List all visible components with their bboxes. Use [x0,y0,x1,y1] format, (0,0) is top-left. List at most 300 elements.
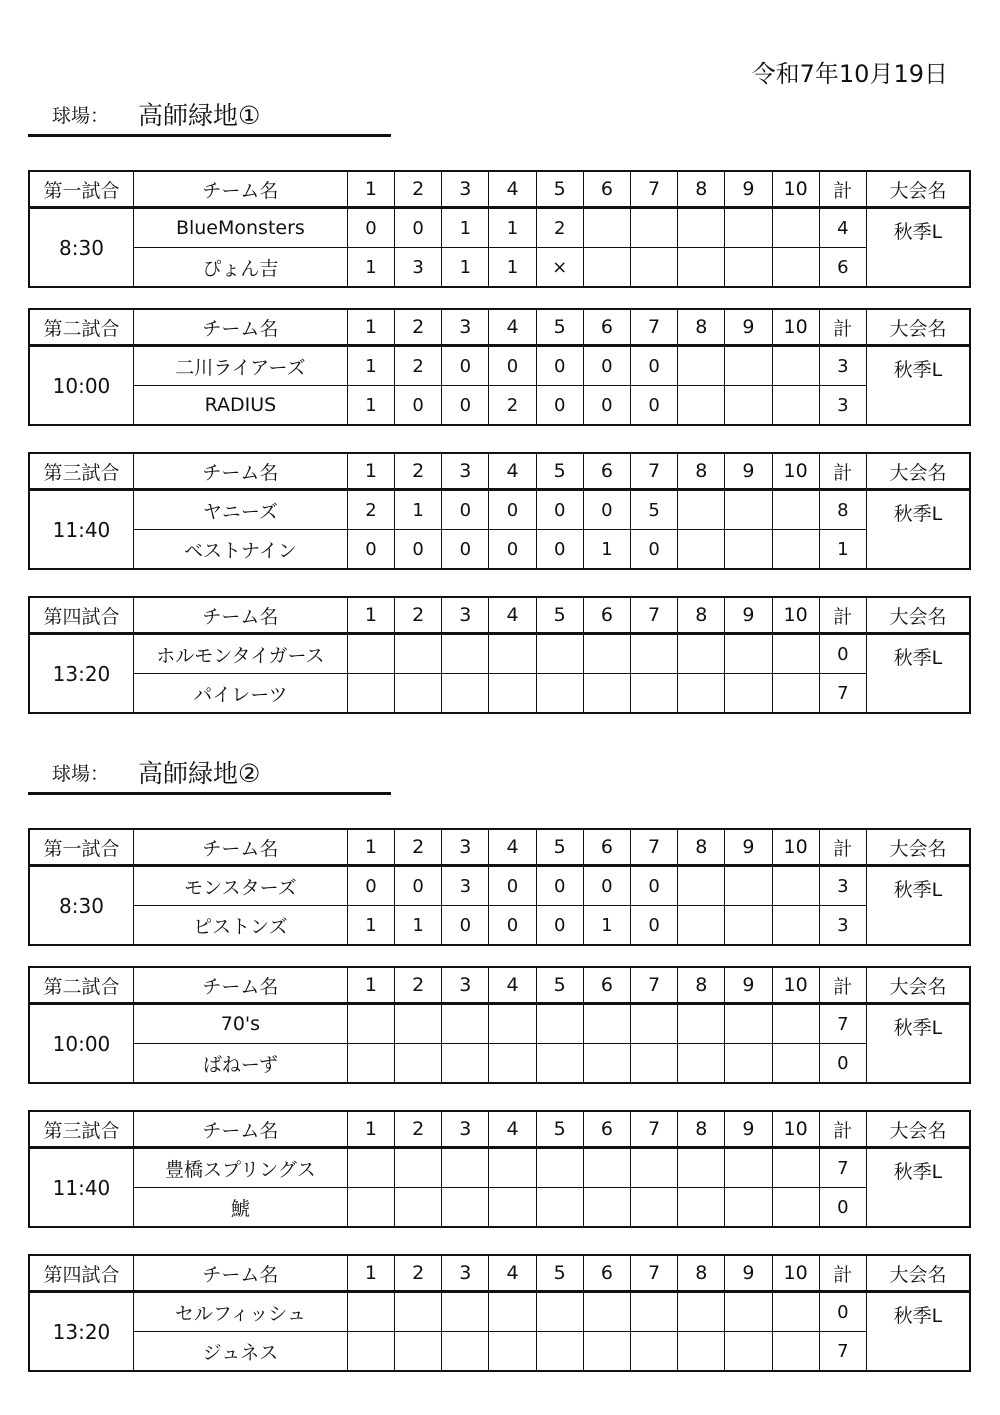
team-total: 3 [819,906,866,946]
inning-score [395,1148,442,1188]
venue-name: 高師緑地① [138,101,261,130]
inning-score [725,1044,772,1084]
inning-header: 7 [630,453,677,490]
team-row [29,674,970,714]
team-column-header: チーム名 [133,1111,347,1148]
inning-header: 5 [536,967,583,1004]
inning-score: 0 [583,490,630,530]
inning-score [725,248,772,288]
inning-score [536,1004,583,1044]
inning-header: 3 [442,453,489,490]
inning-header: 1 [347,967,394,1004]
inning-score: 0 [489,346,536,386]
inning-score [583,208,630,248]
team-name: モンスターズ [133,866,347,906]
inning-score [725,1188,772,1228]
inning-score [630,1292,677,1332]
league-name: 秋季L [866,1004,970,1084]
league-column-header: 大会名 [866,597,970,634]
inning-header: 2 [395,1111,442,1148]
inning-score [583,1188,630,1228]
inning-score: 1 [489,208,536,248]
inning-score: 0 [630,530,677,570]
inning-score: 0 [583,346,630,386]
inning-score [489,1044,536,1084]
inning-score: 0 [630,346,677,386]
team-total: 3 [819,346,866,386]
team-total: 7 [819,1332,866,1372]
team-name: セルフィッシュ [133,1292,347,1332]
inning-header: 7 [630,829,677,866]
league-column-header: 大会名 [866,453,970,490]
league-column-header: 大会名 [866,309,970,346]
inning-header: 3 [442,829,489,866]
team-row [29,866,970,906]
inning-score [583,1148,630,1188]
inning-score: 0 [630,386,677,426]
team-column-header: チーム名 [133,309,347,346]
inning-score [678,866,725,906]
inning-score [678,1292,725,1332]
inning-score [678,386,725,426]
inning-score [772,1332,819,1372]
team-row [29,634,970,674]
inning-score [347,1148,394,1188]
team-name: BlueMonsters [133,208,347,248]
inning-header: 8 [678,967,725,1004]
inning-score: 0 [442,906,489,946]
inning-score: 0 [489,866,536,906]
inning-score: 0 [536,490,583,530]
inning-score [678,1044,725,1084]
team-total: 3 [819,866,866,906]
inning-header: 9 [725,829,772,866]
team-total: 0 [819,1188,866,1228]
inning-header: 4 [489,309,536,346]
league-column-header: 大会名 [866,829,970,866]
inning-header: 3 [442,1111,489,1148]
inning-score [678,490,725,530]
inning-score: 1 [347,386,394,426]
inning-header: 4 [489,829,536,866]
game-time: 13:20 [29,634,133,714]
inning-score: 1 [583,530,630,570]
inning-score: 1 [442,208,489,248]
inning-score [347,674,394,714]
inning-header: 9 [725,171,772,208]
inning-header: 1 [347,1111,394,1148]
inning-score [583,1292,630,1332]
inning-score [678,208,725,248]
inning-header: 5 [536,1255,583,1292]
inning-header: 2 [395,829,442,866]
inning-score [442,634,489,674]
venue-name: 高師緑地② [138,759,261,788]
inning-score [395,674,442,714]
inning-score [678,1332,725,1372]
inning-score [772,386,819,426]
inning-score [772,1292,819,1332]
inning-score: 5 [630,490,677,530]
inning-score: 0 [583,866,630,906]
game-label: 第二試合 [29,309,133,346]
inning-header: 4 [489,1255,536,1292]
total-column-header: 計 [819,1111,866,1148]
game-time: 11:40 [29,490,133,570]
inning-header: 3 [442,309,489,346]
inning-score: 0 [536,906,583,946]
inning-score [725,906,772,946]
inning-score [630,634,677,674]
inning-header: 4 [489,453,536,490]
inning-score: 2 [347,490,394,530]
inning-header: 8 [678,1111,725,1148]
inning-header: 9 [725,453,772,490]
team-name: ピストンズ [133,906,347,946]
game-time: 8:30 [29,866,133,946]
inning-score [630,674,677,714]
inning-score: 0 [395,530,442,570]
inning-header: 8 [678,171,725,208]
inning-score: × [536,248,583,288]
venue-heading [28,756,391,795]
inning-score [583,1044,630,1084]
inning-score [489,634,536,674]
total-column-header: 計 [819,171,866,208]
inning-header: 8 [678,453,725,490]
team-column-header: チーム名 [133,967,347,1004]
team-total: 7 [819,1148,866,1188]
inning-score [489,1148,536,1188]
game-time: 11:40 [29,1148,133,1228]
inning-header: 2 [395,171,442,208]
inning-score: 0 [347,208,394,248]
inning-score [678,906,725,946]
inning-score [678,530,725,570]
team-name: ばねーず [133,1044,347,1084]
inning-header: 1 [347,309,394,346]
inning-score [725,490,772,530]
inning-header: 3 [442,967,489,1004]
team-row [29,530,970,570]
inning-score [772,1148,819,1188]
venue-label: 球場： [52,105,110,127]
inning-header: 7 [630,309,677,346]
inning-header: 5 [536,453,583,490]
inning-score [536,1292,583,1332]
venue-label: 球場： [52,763,110,785]
league-column-header: 大会名 [866,171,970,208]
inning-score [442,674,489,714]
inning-score: 0 [442,386,489,426]
inning-score [395,1188,442,1228]
inning-header: 6 [583,309,630,346]
team-column-header: チーム名 [133,829,347,866]
inning-score: 1 [583,906,630,946]
team-name: ベストナイン [133,530,347,570]
team-total: 7 [819,1004,866,1044]
inning-score: 1 [395,490,442,530]
inning-score [489,1332,536,1372]
inning-score [725,386,772,426]
team-row [29,1332,970,1372]
inning-score [725,1332,772,1372]
team-column-header: チーム名 [133,171,347,208]
total-column-header: 計 [819,597,866,634]
inning-score: 1 [489,248,536,288]
game-table [28,1110,971,1228]
inning-score [772,530,819,570]
inning-header: 4 [489,171,536,208]
inning-score [347,1292,394,1332]
inning-score [630,1148,677,1188]
inning-score [536,1148,583,1188]
team-row [29,1004,970,1044]
inning-header: 10 [772,597,819,634]
inning-score [442,1148,489,1188]
venue-heading [28,98,391,137]
inning-header: 8 [678,597,725,634]
inning-header: 1 [347,1255,394,1292]
inning-header: 2 [395,453,442,490]
league-name: 秋季L [866,866,970,946]
total-column-header: 計 [819,1255,866,1292]
team-column-header: チーム名 [133,453,347,490]
league-column-header: 大会名 [866,1111,970,1148]
inning-score [536,1188,583,1228]
inning-score [583,1004,630,1044]
inning-header: 2 [395,1255,442,1292]
inning-header: 3 [442,171,489,208]
inning-score: 2 [395,346,442,386]
inning-score: 1 [395,906,442,946]
inning-score: 0 [583,386,630,426]
inning-score [395,1292,442,1332]
inning-score: 0 [536,346,583,386]
game-table [28,966,971,1084]
inning-header: 10 [772,171,819,208]
league-name: 秋季L [866,634,970,714]
inning-score [772,346,819,386]
inning-score [630,1004,677,1044]
inning-score [395,1004,442,1044]
team-total: 1 [819,530,866,570]
inning-score [772,674,819,714]
game-time: 13:20 [29,1292,133,1372]
inning-score [347,1332,394,1372]
inning-header: 5 [536,829,583,866]
league-name: 秋季L [866,346,970,426]
game-table [28,452,971,570]
team-row [29,386,970,426]
inning-score: 0 [442,490,489,530]
inning-header: 8 [678,829,725,866]
inning-score: 0 [442,530,489,570]
inning-score [630,208,677,248]
inning-score [630,1332,677,1372]
inning-score [395,1044,442,1084]
inning-header: 3 [442,597,489,634]
inning-score [678,634,725,674]
document-date: 令和7年10月19日 [751,60,948,88]
inning-header: 10 [772,1255,819,1292]
inning-header: 6 [583,829,630,866]
inning-header: 6 [583,597,630,634]
table-header-row [29,967,970,1004]
game-label: 第四試合 [29,597,133,634]
inning-score: 0 [347,530,394,570]
table-header-row [29,171,970,208]
inning-score: 0 [630,906,677,946]
inning-score: 1 [347,248,394,288]
inning-score [442,1004,489,1044]
inning-score: 0 [489,530,536,570]
team-column-header: チーム名 [133,1255,347,1292]
inning-header: 6 [583,967,630,1004]
inning-header: 7 [630,967,677,1004]
inning-score: 3 [442,866,489,906]
team-row [29,1292,970,1332]
inning-header: 10 [772,309,819,346]
team-row [29,248,970,288]
inning-score: 0 [630,866,677,906]
inning-header: 3 [442,1255,489,1292]
team-total: 6 [819,248,866,288]
team-row [29,906,970,946]
inning-score [725,674,772,714]
inning-score [725,530,772,570]
league-name: 秋季L [866,1292,970,1372]
team-name: ホルモンタイガース [133,634,347,674]
team-name: 豊橋スプリングス [133,1148,347,1188]
team-total: 0 [819,1044,866,1084]
inning-header: 7 [630,171,677,208]
inning-score: 3 [395,248,442,288]
inning-header: 8 [678,1255,725,1292]
inning-score [772,906,819,946]
inning-score [772,634,819,674]
game-time: 10:00 [29,346,133,426]
inning-score: 0 [395,208,442,248]
inning-header: 1 [347,453,394,490]
game-table [28,596,971,714]
inning-score [630,1044,677,1084]
inning-score [725,346,772,386]
inning-header: 1 [347,171,394,208]
inning-score [347,1044,394,1084]
inning-score: 0 [489,906,536,946]
team-name: ジュネス [133,1332,347,1372]
inning-header: 1 [347,829,394,866]
game-time: 8:30 [29,208,133,288]
inning-score [678,1004,725,1044]
team-total: 8 [819,490,866,530]
inning-score: 2 [489,386,536,426]
inning-score [442,1188,489,1228]
team-column-header: チーム名 [133,597,347,634]
inning-score: 0 [536,866,583,906]
inning-score [772,208,819,248]
game-table [28,308,971,426]
inning-header: 1 [347,597,394,634]
team-total: 0 [819,1292,866,1332]
inning-score [725,208,772,248]
inning-score [772,866,819,906]
team-row [29,490,970,530]
inning-score [536,1044,583,1084]
inning-header: 10 [772,453,819,490]
team-name: RADIUS [133,386,347,426]
inning-score [725,1148,772,1188]
inning-score [772,1004,819,1044]
table-header-row [29,453,970,490]
inning-score [583,634,630,674]
inning-score [347,1004,394,1044]
team-row [29,1188,970,1228]
inning-header: 5 [536,597,583,634]
inning-score [678,346,725,386]
team-row [29,208,970,248]
inning-score [442,1332,489,1372]
team-name: 鯱 [133,1188,347,1228]
table-header-row [29,1111,970,1148]
inning-score [489,674,536,714]
inning-score [678,248,725,288]
inning-score [725,634,772,674]
inning-header: 10 [772,967,819,1004]
team-total: 4 [819,208,866,248]
inning-score [678,1188,725,1228]
league-name: 秋季L [866,490,970,570]
inning-header: 10 [772,1111,819,1148]
total-column-header: 計 [819,453,866,490]
league-column-header: 大会名 [866,967,970,1004]
inning-score [442,1292,489,1332]
team-name: ぴょん吉 [133,248,347,288]
inning-score: 0 [536,530,583,570]
inning-score [725,1292,772,1332]
inning-score [489,1188,536,1228]
team-name: ヤニーズ [133,490,347,530]
inning-header: 4 [489,967,536,1004]
inning-header: 2 [395,597,442,634]
league-column-header: 大会名 [866,1255,970,1292]
inning-score: 0 [395,386,442,426]
team-row [29,346,970,386]
game-label: 第一試合 [29,829,133,866]
inning-header: 2 [395,309,442,346]
inning-score [678,1148,725,1188]
game-time: 10:00 [29,1004,133,1084]
inning-score [489,1292,536,1332]
table-header-row [29,597,970,634]
inning-header: 9 [725,1111,772,1148]
game-label: 第三試合 [29,453,133,490]
inning-header: 9 [725,597,772,634]
inning-header: 9 [725,967,772,1004]
inning-score [772,1188,819,1228]
inning-score [442,1044,489,1084]
inning-score [630,1188,677,1228]
inning-score [395,1332,442,1372]
team-row [29,1148,970,1188]
game-label: 第一試合 [29,171,133,208]
team-row [29,1044,970,1084]
inning-score [583,674,630,714]
inning-score: 0 [442,346,489,386]
game-table [28,1254,971,1372]
inning-header: 9 [725,309,772,346]
